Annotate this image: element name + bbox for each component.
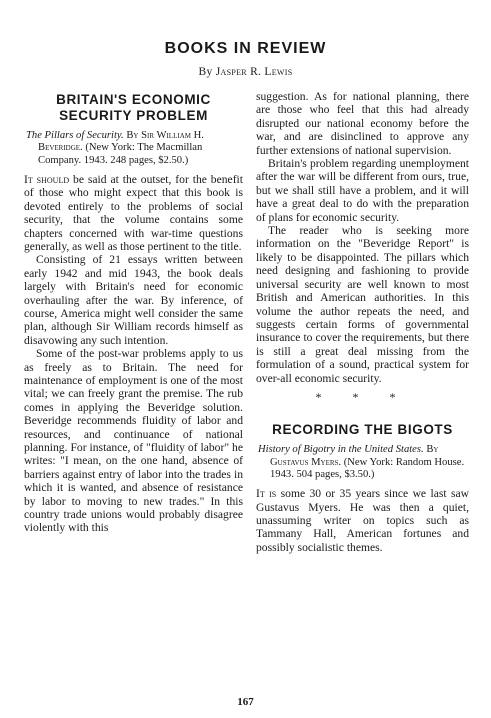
- review1-paragraph-4: Britain's problem regarding unemployment after the war will be different from ours, true, but we shall still have a problem, and it will have a great deal to do with the preparation of plans for economic security.: [256, 157, 469, 224]
- review2-paragraph-1-text: some 30 or 35 years since we last saw Gustavus Myers. He was then a quiet, unassuming writer on topics such as Tammany Hall, American fortunes and possibly socialistic themes.: [256, 487, 469, 554]
- left-column: [24, 90, 243, 535]
- review1-paragraph-1-text: be said at the outset, for the benefit of those who might expect that this book is devoted entirely to the problems of social security, that the volume contains some chapters concerned with war-time questions generally, as well as those pertinent to the title.: [24, 172, 243, 253]
- page-title: BOOKS IN REVIEW: [164, 40, 327, 57]
- review2-paragraph-1: [256, 487, 469, 554]
- review2-citation-details: (New York: Random House. 1943. 504 pages, $3.50.): [270, 456, 465, 480]
- review1-citation-title: The Pillars of Security.: [26, 130, 124, 141]
- review1-citation-details: (New York: The Macmillan Company. 1943. 248 pages, $2.50.): [38, 142, 203, 166]
- review2-title: RECORDING THE BIGOTS: [272, 422, 453, 438]
- review2-citation: [256, 444, 469, 481]
- review1-citation: [24, 130, 243, 167]
- review2-lead-in: It is: [256, 487, 277, 501]
- review2-citation-author: By Gustavus Myers.: [270, 444, 439, 468]
- review1-title: BRITAIN'S ECONOMIC SECURITY PROBLEM: [56, 92, 211, 123]
- review1-lead-in: It should: [24, 172, 70, 186]
- review1-citation-author: By Sir William H. Beveridge.: [38, 130, 204, 154]
- review1-paragraph-2: Consisting of 21 essays written between early 1942 and mid 1943, the book deals largely with Britain's need for economic overhauling after the war. By inference, of course, America might well consider the same plan, although Sir William records himself as disavowing any such intention.: [24, 253, 243, 347]
- review2-citation-title: History of Bigotry in the United States.: [258, 444, 424, 456]
- review1-paragraph-3-continued: suggestion. As for national planning, there are those who feel that this had already disrupted our national economy before the war, and are disinclined to approve any further extensions of national supervision.: [256, 90, 469, 157]
- review1-paragraph-5: The reader who is seeking more information on the "Beveridge Report" is likely to be disappointed. The pillars which need designing and fashioning to provide universal security are well known to most British and American authorities. In this volume the author repeats the need, and suggests certain forms of governmental insurance to cover the requirements, but there is still a great deal missing from the formulation of a sound, practical system for over-all economic security.: [256, 224, 469, 385]
- section-separator: * * *: [315, 389, 410, 404]
- right-column: [256, 90, 469, 554]
- page-number: 167: [237, 696, 254, 708]
- review1-paragraph-1: [24, 173, 243, 253]
- byline-author: Jasper R. Lewis: [215, 66, 293, 78]
- review1-paragraph-3: Some of the post-war problems apply to us as freely as to Britain. The need for maintenance of employment is one of the most vital; we can freely grant the premise. The rub comes in applying the Beveridge solution. Beveridge recommends fluidity of labor and resources, and continuance of national planning. For instance, of "fluidity of labor" he writes: "I mean, on the one hand, absence of barriers against entry of labor into the trades in which it is wanted, and absence of resistance by labor to moving to new trades." In this country trade unions would probably disagree violently with this: [24, 347, 243, 535]
- byline-prefix: By: [198, 66, 213, 78]
- byline: [0, 66, 491, 78]
